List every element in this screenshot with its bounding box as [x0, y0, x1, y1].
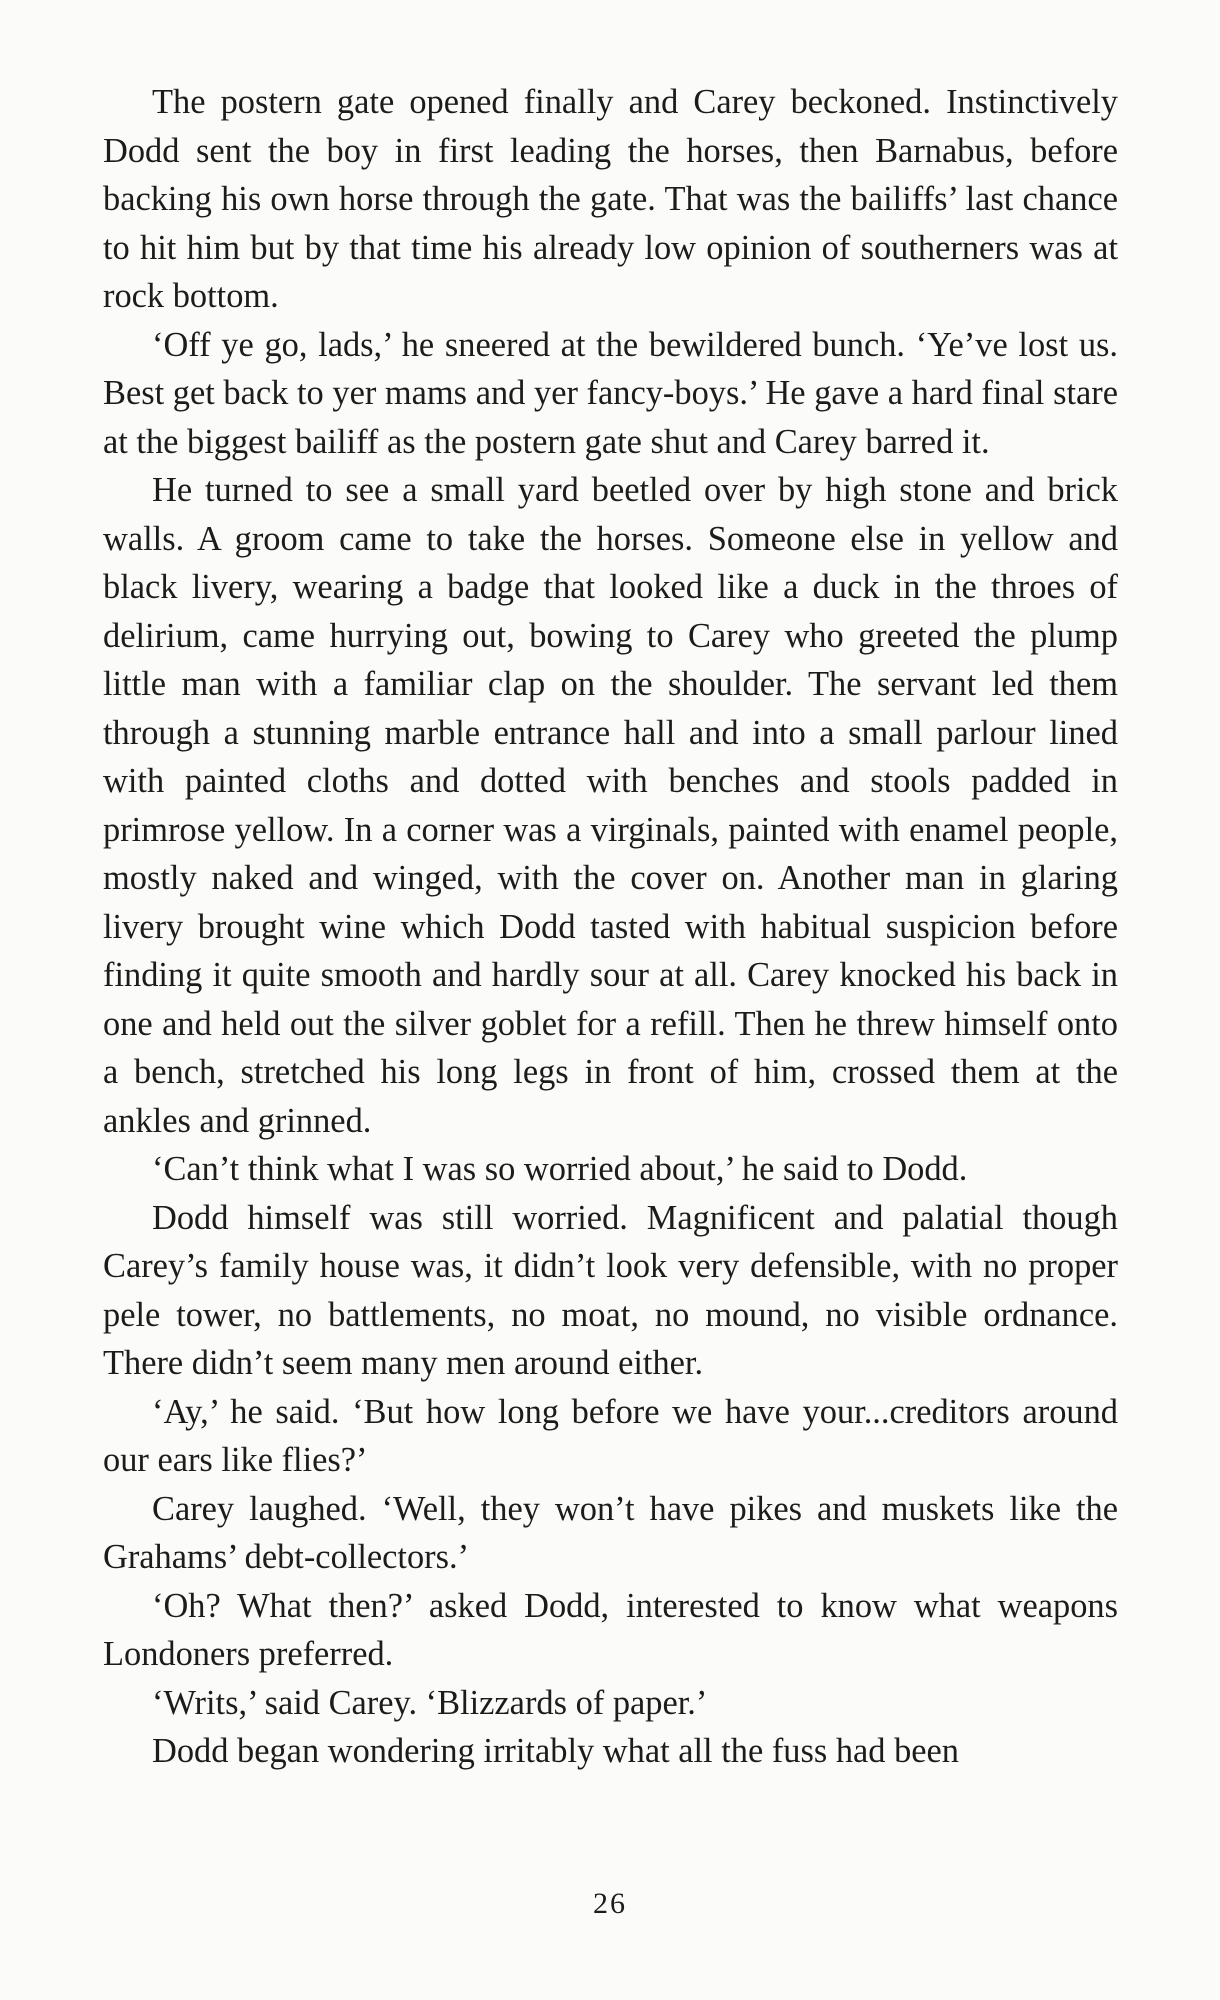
page-number: 26: [593, 1887, 627, 1920]
paragraph: ‘Ay,’ he said. ‘But how long before we have your...creditors around our ears like flies?’: [103, 1392, 1118, 1479]
paragraph: He turned to see a small yard beetled over by high stone and brick walls. A groom came to take the horses. Someone else in yellow and black livery, wearing a badge that looked like a duck in the throes of delirium, came hurrying out, bowing to Carey who greeted the plump little man with a familiar clap on the shoulder. The servant led them through a stunning marble entrance hall and into a small parlour lined with painted cloths and dotted with benches and stools padded in primrose yellow. In a corner was a virginals, painted with enamel people, mostly naked and winged, with the cover on. Another man in glaring livery brought wine which Dodd tasted with habitual suspicion before finding it quite smooth and hardly sour at all. Carey knocked his back in one and held out the silver goblet for a refill. Then he threw himself onto a bench, stretched his long legs in front of him, crossed them at the ankles and grinned.: [103, 471, 1118, 1140]
paragraph: Dodd himself was still worried. Magnificent and palatial though Carey’s family house was, it didn’t look very defensible, with no proper pele tower, no battlements, no moat, no mound, no visible ordnance. There didn’t seem many men around either.: [103, 1198, 1118, 1382]
paragraph: ‘Oh? What then?’ asked Dodd, interested to know what weapons Londoners preferred.: [103, 1586, 1118, 1673]
paragraph: The postern gate opened finally and Carey beckoned. Instinctively Dodd sent the boy in first leading the horses, then Barnabus, before backing his own horse through the gate. That was the bailiffs’ last chance to hit him but by that time his already low opinion of southerners was at rock bottom.: [103, 83, 1118, 315]
page-body: [103, 78, 1118, 1776]
paragraph: ‘Writs,’ said Carey. ‘Blizzards of paper.’: [152, 1683, 708, 1722]
paragraph: ‘Off ye go, lads,’ he sneered at the bewildered bunch. ‘Ye’ve lost us. Best get back to yer mams and yer fancy-boys.’ He gave a hard final stare at the biggest bailiff as the postern gate shut and Carey barred it.: [103, 325, 1118, 461]
paragraph: Carey laughed. ‘Well, they won’t have pikes and muskets like the Grahams’ debt-collectors.’: [103, 1489, 1118, 1576]
paragraph: ‘Can’t think what I was so worried about,’ he said to Dodd.: [152, 1150, 968, 1188]
paragraph-last: Dodd began wondering irritably what all the fuss had been: [152, 1732, 960, 1770]
